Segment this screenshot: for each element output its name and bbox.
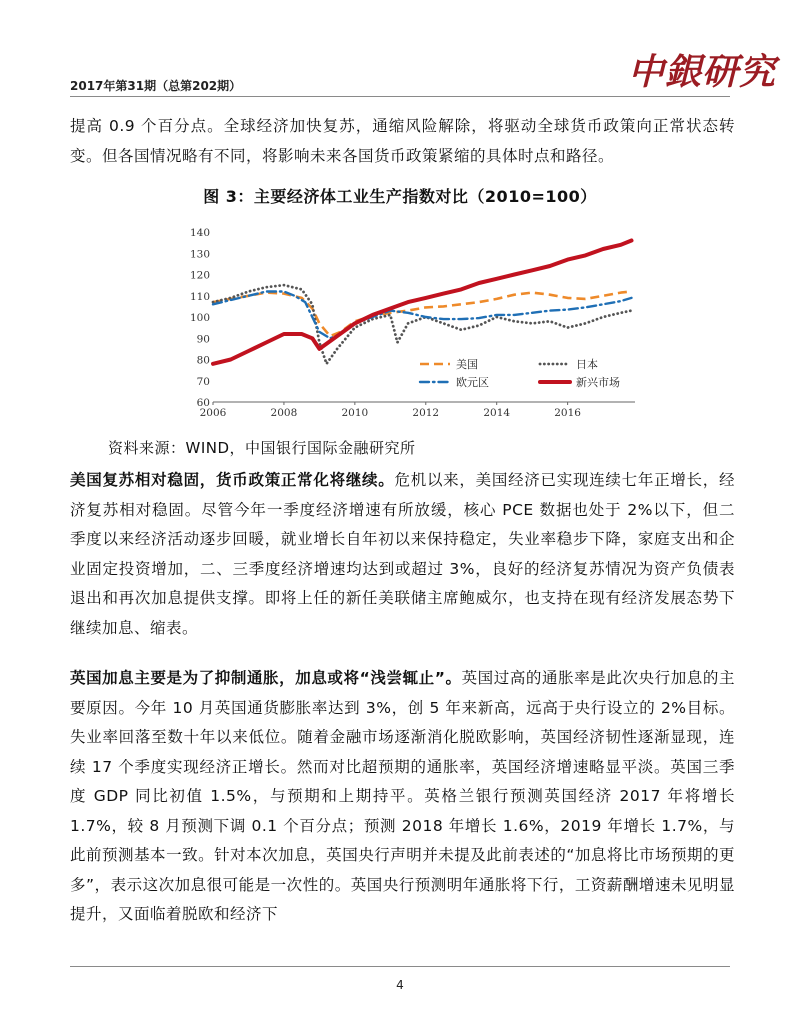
industrial-production-chart: [185, 222, 645, 420]
section-us-paragraph: [70, 466, 735, 643]
x-tick-label: 2008: [270, 407, 298, 419]
y-axis-ticks: [190, 227, 210, 409]
legend-label: 美国: [456, 358, 478, 371]
y-tick-label: 100: [189, 312, 210, 324]
y-tick-label: 70: [196, 375, 210, 388]
y-tick-label: 110: [189, 290, 210, 303]
series-line-3: [213, 241, 632, 364]
x-tick-label: 2012: [412, 407, 440, 419]
x-axis-ticks: [200, 402, 582, 419]
legend-label: 日本: [576, 358, 598, 371]
section-uk-body: 英国过高的通胀率是此次央行加息的主要原因。今年 10 月英国通货膨胀率达到 3%，创 5 年来新高，远高于央行设立的 2%目标。失业率回落至数十年以来低位。随着金融市场逐渐消化脱欧影响，英国经济韧性逐渐显现，连续 17 个季度实现经济正增长。然而对比超预期的通胀率，英国经济增速略显平淡。英国三季度 GDP 同比初值 1.5%，与预期和上期持平。英格兰银行预测英国经济 2017 年将增长 1.7%，较 8 月预测下调 0.1 个百分点；预测 2018 年增长 1.6%，2019 年增长 1.7%，与此前预测基本一致。针对本次加息，英国央行声明并未提及此前表述的“加息将比市场预期的更多”，表示这次加息很可能是一次性的。英国央行预测明年通胀将下行，工资薪酬增速未见明显提升，又面临着脱欧和经济下: [70, 669, 735, 923]
x-tick-label: 2016: [554, 407, 581, 419]
y-tick-label: 130: [189, 248, 210, 261]
y-tick-label: 140: [189, 227, 210, 239]
figure-source: 资料来源：WIND，中国银行国际金融研究所: [108, 439, 416, 457]
chart-legend: [420, 357, 620, 389]
figure-title: 图 3：主要经济体工业生产指数对比（2010=100）: [203, 187, 597, 206]
x-tick-label: 2014: [483, 407, 511, 419]
page-number: 4: [396, 978, 404, 992]
section-uk-lead: 英国加息主要是为了抑制通胀，加息或将“浅尝辄止”。: [70, 669, 462, 687]
x-tick-label: 2006: [199, 407, 227, 419]
x-tick-label: 2010: [341, 407, 369, 419]
section-us-body: 危机以来，美国经济已实现连续七年正增长，经济复苏相对稳固。尽管今年一季度经济增速有所放缓，核心 PCE 数据也处于 2%以下，但二季度以来经济活动逐步回暖，就业增长自年初以来保持稳定，失业率稳步下降，家庭支出和企业固定投资增加，二、三季度经济增速均达到或超过 3%，良好的经济复苏情况为资产负债表退出和再次加息提供支撑。即将上任的新任美联储主席鲍威尔，也支持在现有经济发展态势下继续加息、缩表。: [70, 471, 735, 637]
y-tick-label: 80: [196, 354, 210, 367]
section-us-lead: 美国复苏相对稳固，货币政策正常化将继续。: [70, 471, 395, 489]
section-uk-paragraph: [70, 664, 735, 930]
y-tick-label: 60: [196, 397, 210, 409]
intro-paragraph: 提高 0.9 个百分点。全球经济加快复苏，通缩风险解除，将驱动全球货币政策向正常状态转变。但各国情况略有不同，将影响未来各国货币政策紧缩的具体时点和路径。: [70, 117, 735, 165]
legend-label: 欧元区: [456, 376, 489, 389]
series-lines: [213, 241, 632, 364]
issue-label: 2017年第31期（总第202期）: [70, 79, 242, 93]
header-divider: [70, 96, 730, 97]
y-tick-label: 90: [196, 333, 210, 346]
boc-research-logo: 中銀研究: [628, 51, 777, 93]
footer-divider: [70, 966, 730, 967]
legend-label: 新兴市场: [576, 376, 620, 389]
y-tick-label: 120: [189, 269, 210, 282]
